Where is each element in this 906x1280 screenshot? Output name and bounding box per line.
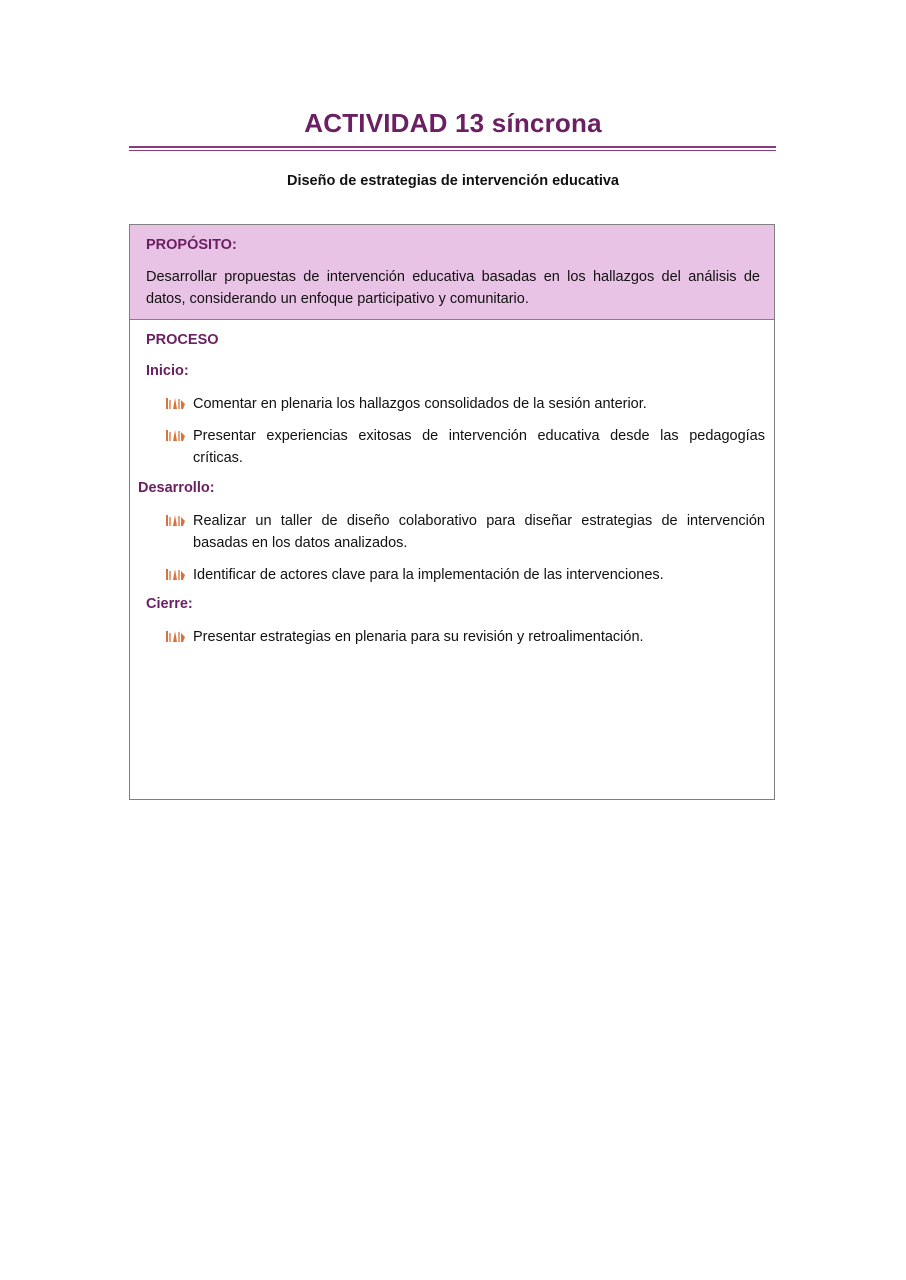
activity-box <box>129 224 775 800</box>
book-people-icon <box>166 567 186 581</box>
purpose-label: PROPÓSITO: <box>146 237 237 253</box>
list-item <box>166 425 766 469</box>
title-rule <box>129 146 776 148</box>
list-item-text: Identificar de actores clave para la implementación de las intervenciones. <box>193 567 664 583</box>
title-rule-secondary <box>129 150 776 151</box>
process-label: PROCESO <box>146 332 219 348</box>
list-item-text: Comentar en plenaria los hallazgos consolidados de la sesión anterior. <box>193 396 647 412</box>
book-people-icon <box>166 428 186 442</box>
list-item <box>166 510 766 554</box>
book-people-icon <box>166 513 186 527</box>
list-item-text: Presentar estrategias en plenaria para su revisión y retroalimentación. <box>193 629 644 645</box>
book-people-icon <box>166 396 186 410</box>
list-item <box>166 626 766 648</box>
list-item-text: Realizar un taller de diseño colaborativo para diseñar estrategias de intervención basadas en los datos analizados. <box>193 513 765 551</box>
section-label-inicio: Inicio: <box>146 363 189 379</box>
list-item <box>166 564 766 586</box>
list-item <box>166 393 766 415</box>
page-title: ACTIVIDAD 13 síncrona <box>304 108 602 138</box>
page-subtitle: Diseño de estrategias de intervención educativa <box>286 173 619 189</box>
purpose-text: Desarrollar propuestas de intervención educativa basadas en los hallazgos del análisis de datos, considerando un enfoque participativo y comunitario. <box>146 269 760 307</box>
section-label-desarrollo: Desarrollo: <box>138 480 215 496</box>
list-item-text: Presentar experiencias exitosas de intervención educativa desde las pedagogías críticas. <box>193 428 765 466</box>
purpose-section <box>130 225 774 320</box>
section-label-cierre: Cierre: <box>146 596 193 612</box>
book-people-icon <box>166 629 186 643</box>
